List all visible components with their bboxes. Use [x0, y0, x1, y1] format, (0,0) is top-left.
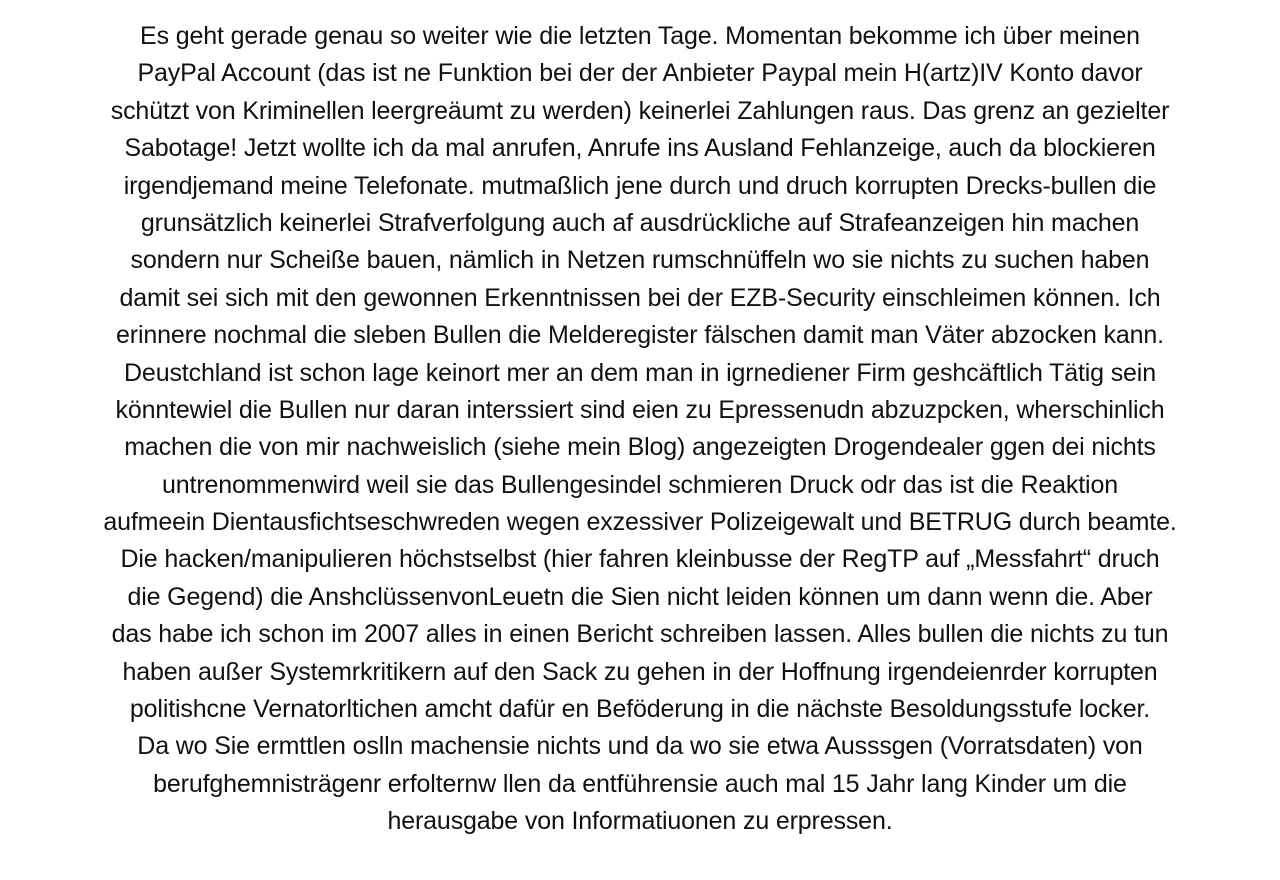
text-line-1: Es geht gerade genau so weiter wie die letzten Tage. Momentan bekomme ich über meinen [140, 22, 1140, 50]
text-line-15: Die hacken/manipulieren höchstselbst (hier fahren kleinbusse der RegTP auf „Messfahrt“ druch [120, 545, 1160, 574]
text-line-7: sondern nur Scheiße bauen, nämlich in Netzen rumschnüffeln wo sie nichts zu suchen haben [130, 246, 1150, 275]
text-line-18: haben außer Systemrkritikern auf den Sack zu gehen in der Hoffnung irgendeienrder korrupten [122, 657, 1158, 686]
text-line-6: grunsätzlich keinerlei Strafverfolgung auch af ausdrückliche auf Strafeanzeigen hin machen [140, 208, 1140, 237]
text-line-17: das habe ich schon im 2007 alles in einen Bericht schreiben lassen. Alles bullen die nichts zu tun [111, 620, 1169, 649]
text-line-12: machen die von mir nachweislich (siehe mein Blog) angezeigten Drogendealer ggen dei nichts [124, 433, 1156, 462]
text-line-10: Deustchland ist schon lage keinort mer an dem man in igrnediener Firm geshcäftlich Tätig sein [124, 358, 1156, 387]
text-line-5: irgendjemand meine Telefonate. mutmaßlich jene durch und druch korrupten Drecks-bullen die [123, 171, 1157, 200]
text-line-20: Da wo Sie ermttlen oslln machensie nichts und da wo sie etwa Ausssgen (Vorratsdaten) von [137, 732, 1143, 761]
text-line-9: erinnere nochmal die sleben Bullen die Melderegister fälschen damit man Väter abzocken kann. [116, 321, 1164, 350]
text-line-21: berufghemnisträgenr erfolternw llen da entführensie auch mal 15 Jahr lang Kinder um die [153, 769, 1127, 798]
text-line-4: Sabotage! Jetzt wollte ich da mal anrufen, Anrufe ins Ausland Fehlanzeige, auch da blockieren [124, 134, 1156, 163]
text-line-16: die Gegend) die AnshclüssenvonLeuetn die Sien nicht leiden können um dann wenn die. Aber [127, 582, 1153, 611]
text-line-22: herausgabe von Informatiuonen zu erpressen. [387, 807, 893, 836]
document-text-block [8, 18, 1272, 841]
text-line-11: könntewiel die Bullen nur daran interssiert sind eien zu Epressenudn abzuzpcken, wherschinlich [115, 395, 1165, 424]
text-line-8: damit sei sich mit den gewonnen Erkenntnissen bei der EZB-Security einschleimen können. Ich [119, 283, 1161, 312]
text-line-13: untrenommenwird weil sie das Bullengesindel schmieren Druck odr das ist die Reaktion [162, 470, 1118, 499]
text-line-2: PayPal Account (das ist ne Funktion bei der der Anbieter Paypal mein H(artz)IV Konto davor [137, 59, 1143, 88]
text-line-14: aufmeein Dientausfichtseschwreden wegen exzessiver Polizeigewalt und BETRUG durch beamte. [103, 508, 1177, 537]
text-line-3: schützt von Kriminellen leergreäumt zu werden) keinerlei Zahlungen raus. Das grenz an gezielter [110, 96, 1170, 125]
text-line-19: politishcne Vernatorltichen amcht dafür en Beföderung in die nächste Besoldungsstufe locker. [129, 695, 1151, 724]
